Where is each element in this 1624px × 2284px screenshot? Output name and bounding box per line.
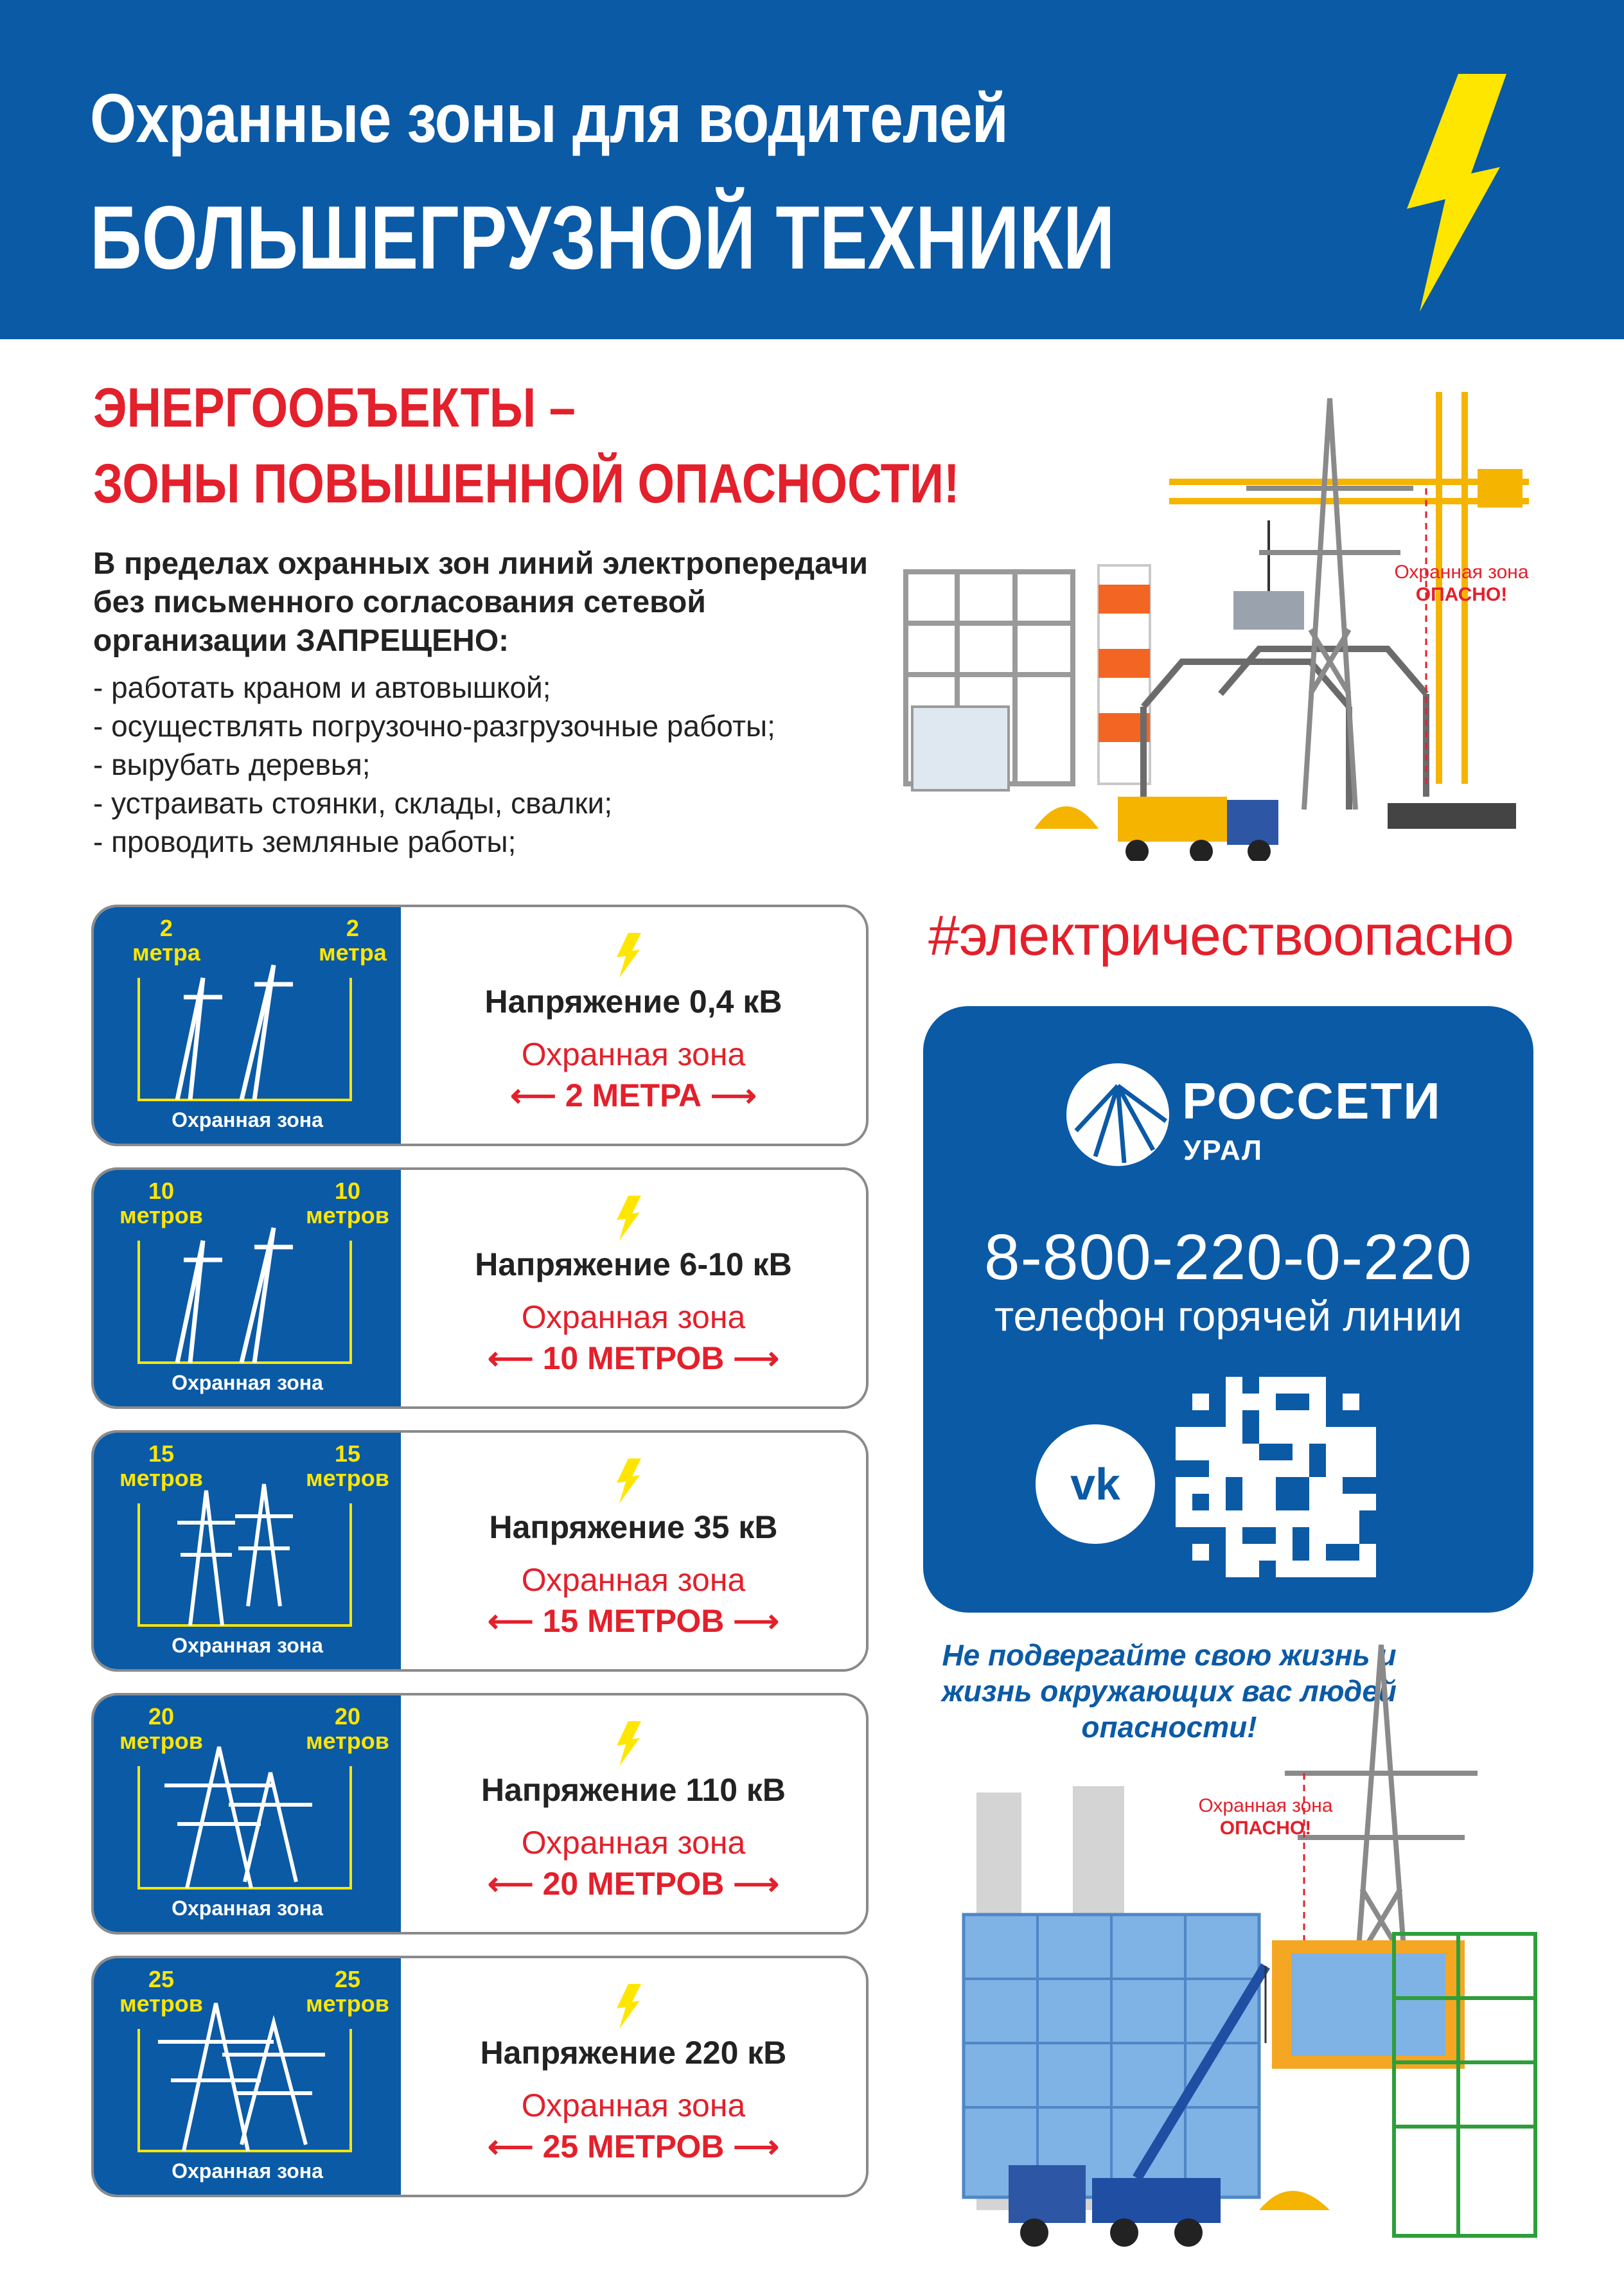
zone-label: Охранная зона bbox=[521, 1825, 746, 1861]
list-item: - устраивать стоянки, склады, свалки; bbox=[93, 786, 613, 820]
distance-label-left: 20 метров bbox=[119, 1703, 203, 1754]
list-item: - осуществлять погрузочно-разгрузочные работы; bbox=[93, 709, 775, 743]
zone-value: ⟵ 10 МЕТРОВ ⟶ bbox=[488, 1340, 779, 1376]
rosseti-logo-icon bbox=[1063, 1060, 1172, 1169]
page-title-line1: Охранные зоны для водителей bbox=[90, 79, 1008, 157]
life-safety-warning: Не подвергайте свою жизнь и жизнь окружающих вас людей опасности! bbox=[941, 1638, 1397, 1744]
zone-card-illustration bbox=[94, 1433, 401, 1669]
brand-name: РОССЕТИ bbox=[1182, 1072, 1442, 1129]
zone-caption: Охранная зона bbox=[172, 1634, 323, 1657]
zone-card-0.4kv bbox=[91, 905, 869, 1146]
zone-caption: Охранная зона bbox=[172, 1897, 323, 1920]
hashtag: #электричествоопасно bbox=[928, 903, 1514, 967]
distance-label-right: 25 метров bbox=[306, 1966, 389, 2017]
zone-label: Охранная зона bbox=[521, 2087, 746, 2123]
distance-label-left: 2 метра bbox=[132, 915, 200, 966]
hotline-caption: телефон горячей линии bbox=[994, 1292, 1462, 1340]
voltage-label: Напряжение 6-10 кВ bbox=[475, 1246, 792, 1282]
zone-label: Охранная зона bbox=[521, 1299, 746, 1335]
list-item: - вырубать деревья; bbox=[93, 748, 371, 781]
vk-icon[interactable]: vk bbox=[1036, 1424, 1155, 1544]
lightning-bolt-icon bbox=[1394, 71, 1516, 315]
lightning-bolt-icon bbox=[614, 1196, 642, 1241]
voltage-label: Напряжение 35 кВ bbox=[489, 1509, 778, 1545]
list-item: - работать краном и автовышкой; bbox=[93, 671, 551, 704]
zone-card-110kv bbox=[91, 1693, 869, 1934]
zone-label: Охранная зона bbox=[521, 1036, 746, 1072]
zone-label: Охранная зона bbox=[1198, 1795, 1333, 1816]
distance-label-right: 15 метров bbox=[306, 1440, 389, 1491]
zone-label: Охранная зона bbox=[521, 1562, 746, 1598]
distance-label-right: 20 метров bbox=[306, 1703, 389, 1754]
zone-caption: Охранная зона bbox=[172, 1371, 323, 1394]
qr-code-icon[interactable] bbox=[1176, 1377, 1376, 1577]
voltage-label: Напряжение 0,4 кВ bbox=[484, 984, 782, 1020]
distance-label-right: 10 метров bbox=[306, 1178, 389, 1228]
zone-value: ⟵ 20 МЕТРОВ ⟶ bbox=[488, 1866, 779, 1902]
zone-caption: Охранная зона bbox=[172, 2159, 323, 2182]
brand-subtitle: УРАЛ bbox=[1183, 1135, 1264, 1166]
zone-card-6-10kv bbox=[91, 1167, 869, 1409]
zone-caption: Охранная зона bbox=[172, 1108, 323, 1131]
construction-site-illustration bbox=[861, 373, 1535, 861]
danger-heading-line1: ЭНЕРГООБЪЕКТЫ – bbox=[93, 377, 576, 439]
zone-card-illustration bbox=[94, 1958, 401, 2195]
distance-label-left: 10 метров bbox=[119, 1178, 203, 1228]
intro-text: В пределах охранных зон линий электропередачи без письменного согласования сетевой организации ЗАПРЕЩЕНО: bbox=[93, 547, 868, 658]
danger-heading-line2: ЗОНЫ ПОВЫШЕННОЙ ОПАСНОСТИ! bbox=[93, 453, 960, 515]
page-title-line2: БОЛЬШЕГРУЗНОЙ ТЕХНИКИ bbox=[90, 187, 1115, 288]
voltage-label: Напряжение 220 кВ bbox=[480, 2035, 787, 2071]
construction-building-illustration bbox=[880, 1632, 1548, 2274]
zone-card-35kv bbox=[91, 1430, 869, 1672]
hotline-phone[interactable]: 8-800-220-0-220 bbox=[984, 1221, 1472, 1293]
lightning-bolt-icon bbox=[614, 1721, 642, 1766]
zone-card-illustration bbox=[94, 907, 401, 1144]
zone-value: ⟵ 2 МЕТРА ⟶ bbox=[510, 1077, 757, 1113]
zone-card-illustration bbox=[94, 1695, 401, 1932]
header-banner bbox=[0, 0, 1624, 339]
distance-label-right: 2 метра bbox=[319, 915, 387, 966]
list-item: - проводить земляные работы; bbox=[93, 825, 516, 858]
voltage-label: Напряжение 110 кВ bbox=[481, 1772, 786, 1808]
lightning-bolt-icon bbox=[614, 1984, 642, 2029]
distance-label-left: 25 метров bbox=[119, 1966, 203, 2017]
zone-card-illustration bbox=[94, 1170, 401, 1406]
lightning-bolt-icon bbox=[614, 1458, 642, 1503]
lightning-bolt-icon bbox=[614, 933, 642, 978]
zone-card-220kv bbox=[91, 1956, 869, 2197]
zone-value: ⟵ 15 МЕТРОВ ⟶ bbox=[488, 1603, 779, 1639]
zone-value: ⟵ 25 МЕТРОВ ⟶ bbox=[488, 2129, 779, 2164]
danger-label: ОПАСНО! bbox=[1219, 1818, 1312, 1839]
distance-label-left: 15 метров bbox=[119, 1440, 203, 1491]
danger-label: ОПАСНО! bbox=[1415, 584, 1508, 605]
prohibitions-list bbox=[93, 668, 775, 861]
zone-label: Охранная зона bbox=[1394, 562, 1529, 583]
